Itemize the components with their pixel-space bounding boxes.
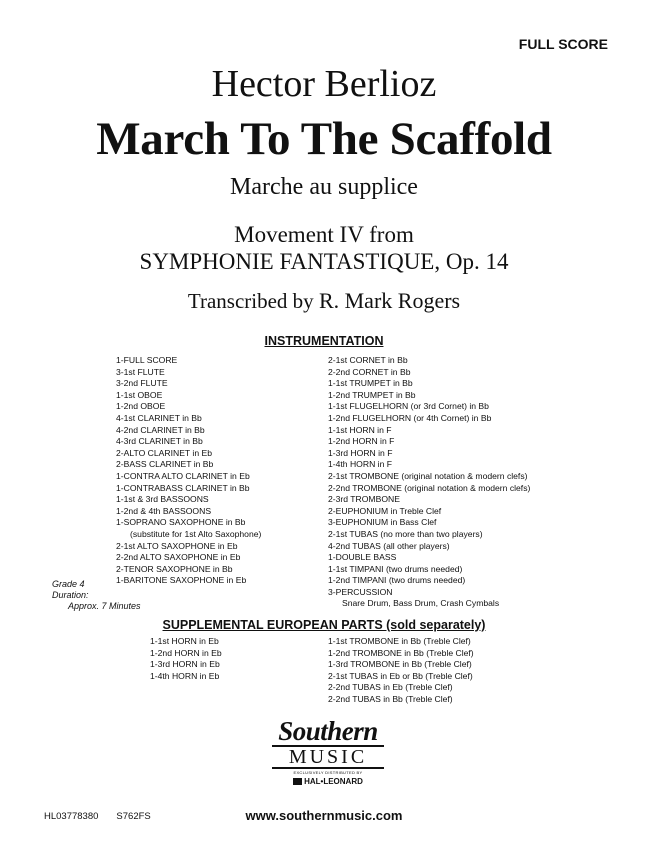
list-item: 1-4th HORN in Eb xyxy=(150,670,220,681)
list-item: 2-TENOR SAXOPHONE in Bb xyxy=(116,563,233,574)
list-item: 1-2nd TIMPANI (two drums needed) xyxy=(328,575,466,586)
instrumentation-right-column xyxy=(328,355,530,610)
list-item: 4-3rd CLARINET in Bb xyxy=(116,436,203,447)
logo-distributor xyxy=(268,777,388,786)
list-item: 3-EUPHONIUM in Bass Clef xyxy=(328,517,437,528)
list-item: 2-2nd TROMBONE (original notation & modern clefs) xyxy=(328,482,531,493)
list-item: 1-3rd HORN in Eb xyxy=(150,659,220,670)
list-item: 1-4th HORN in F xyxy=(328,459,392,470)
list-item: 2-ALTO CLARINET in Eb xyxy=(116,447,212,458)
item-code: S762FS xyxy=(116,811,151,822)
list-item-note: (substitute for 1st Alto Saxophone) xyxy=(130,528,262,539)
list-item: 3-2nd FLUTE xyxy=(116,378,168,389)
list-item: 1-3rd TROMBONE in Bb (Treble Clef) xyxy=(328,659,472,670)
list-item: 2-1st TROMBONE (original notation & modern clefs) xyxy=(328,470,528,481)
score-type-label: FULL SCORE xyxy=(518,36,608,52)
hal-leonard-icon xyxy=(293,778,302,785)
list-item: 1-FULL SCORE xyxy=(116,355,178,365)
list-item: 1-3rd HORN in F xyxy=(328,447,393,458)
list-item: 1-1st FLUGELHORN (or 3rd Cornet) in Bb xyxy=(328,401,489,412)
list-item: 1-CONTRA ALTO CLARINET in Eb xyxy=(116,470,250,481)
symphony-line: SYMPHONIE FANTASTIQUE, Op. 14 xyxy=(139,249,509,274)
duration-value: Approx. 7 Minutes xyxy=(68,601,141,611)
list-item: 3-1st FLUTE xyxy=(116,366,165,377)
list-item: 2-2nd CORNET in Bb xyxy=(328,366,411,377)
list-item: 1-2nd HORN in Eb xyxy=(150,647,222,658)
list-item: 1-BARITONE SAXOPHONE in Eb xyxy=(116,575,247,586)
list-item: 2-BASS CLARINET in Bb xyxy=(116,459,214,470)
publisher-logo xyxy=(268,716,388,788)
list-item: 1-1st TROMBONE in Bb (Treble Clef) xyxy=(328,636,471,646)
list-item: 1-2nd FLUGELHORN (or 4th Cornet) in Bb xyxy=(328,412,492,423)
list-item: 4-2nd TUBAS (all other players) xyxy=(328,540,450,551)
list-item: 1-1st OBOE xyxy=(116,389,163,400)
movement-line: Movement IV from xyxy=(234,222,414,247)
list-item: 2-1st ALTO SAXOPHONE in Eb xyxy=(116,540,238,551)
instrumentation-left-column xyxy=(116,355,261,587)
supplemental-heading: SUPPLEMENTAL EUROPEAN PARTS (sold separately) xyxy=(162,618,486,632)
piece-title: March To The Scaffold xyxy=(96,113,552,165)
transcribed-prefix: Transcribed by xyxy=(187,289,314,313)
list-item: 1-2nd OBOE xyxy=(116,401,166,412)
website-link[interactable]: www.southernmusic.com xyxy=(245,808,403,823)
list-item: 1-DOUBLE BASS xyxy=(328,552,397,563)
list-item: 2-2nd TUBAS in Bb (Treble Clef) xyxy=(328,693,453,704)
duration-label: Duration: xyxy=(52,590,89,600)
logo-music-text: MUSIC xyxy=(272,745,384,769)
list-item: 1-2nd TROMBONE in Bb (Treble Clef) xyxy=(328,647,474,658)
piece-subtitle: Marche au supplice xyxy=(230,174,418,200)
list-item: 1-1st & 3rd BASSOONS xyxy=(116,494,209,505)
list-item: 2-1st CORNET in Bb xyxy=(328,355,408,365)
composer-name: Hector Berlioz xyxy=(211,63,437,105)
list-item: 1-2nd TRUMPET in Bb xyxy=(328,389,416,400)
list-item: 4-1st CLARINET in Bb xyxy=(116,412,202,423)
list-item: 1-2nd HORN in F xyxy=(328,436,395,447)
list-item-note: Snare Drum, Bass Drum, Crash Cymbals xyxy=(342,598,500,609)
list-item: 1-1st HORN in F xyxy=(328,424,392,435)
distributor-name: HAL•LEONARD xyxy=(304,777,363,786)
transcribed-by-line xyxy=(0,288,648,314)
supplemental-left-column xyxy=(150,636,222,682)
grade-duration-block xyxy=(52,579,141,612)
instrumentation-heading: INSTRUMENTATION xyxy=(264,334,384,348)
list-item: 1-CONTRABASS CLARINET in Bb xyxy=(116,482,250,493)
list-item: 1-SOPRANO SAXOPHONE in Bb xyxy=(116,517,246,528)
list-item: 2-2nd ALTO SAXOPHONE in Eb xyxy=(116,552,241,563)
list-item: 2-1st TUBAS in Eb or Bb (Treble Clef) xyxy=(328,670,473,681)
list-item: 1-2nd & 4th BASSOONS xyxy=(116,505,212,516)
list-item: 1-1st TRUMPET in Bb xyxy=(328,378,413,389)
list-item: 2-1st TUBAS (no more than two players) xyxy=(328,528,483,539)
list-item: 2-3rd TROMBONE xyxy=(328,494,400,505)
grade-label: Grade 4 xyxy=(52,579,85,589)
logo-southern-text: Southern xyxy=(278,716,378,746)
list-item: 1-1st TIMPANI (two drums needed) xyxy=(328,563,463,574)
list-item: 2-EUPHONIUM in Treble Clef xyxy=(328,505,442,516)
catalog-number: HL03778380 xyxy=(44,811,99,822)
list-item: 3-PERCUSSION xyxy=(328,586,393,597)
list-item: 4-2nd CLARINET in Bb xyxy=(116,424,205,435)
transcriber-name: R. Mark Rogers xyxy=(318,288,461,313)
logo-distributed-by: EXCLUSIVELY DISTRIBUTED BY xyxy=(293,770,363,775)
list-item: 2-2nd TUBAS in Eb (Treble Clef) xyxy=(328,682,453,693)
list-item: 1-1st HORN in Eb xyxy=(150,636,219,646)
supplemental-right-column xyxy=(328,636,474,706)
